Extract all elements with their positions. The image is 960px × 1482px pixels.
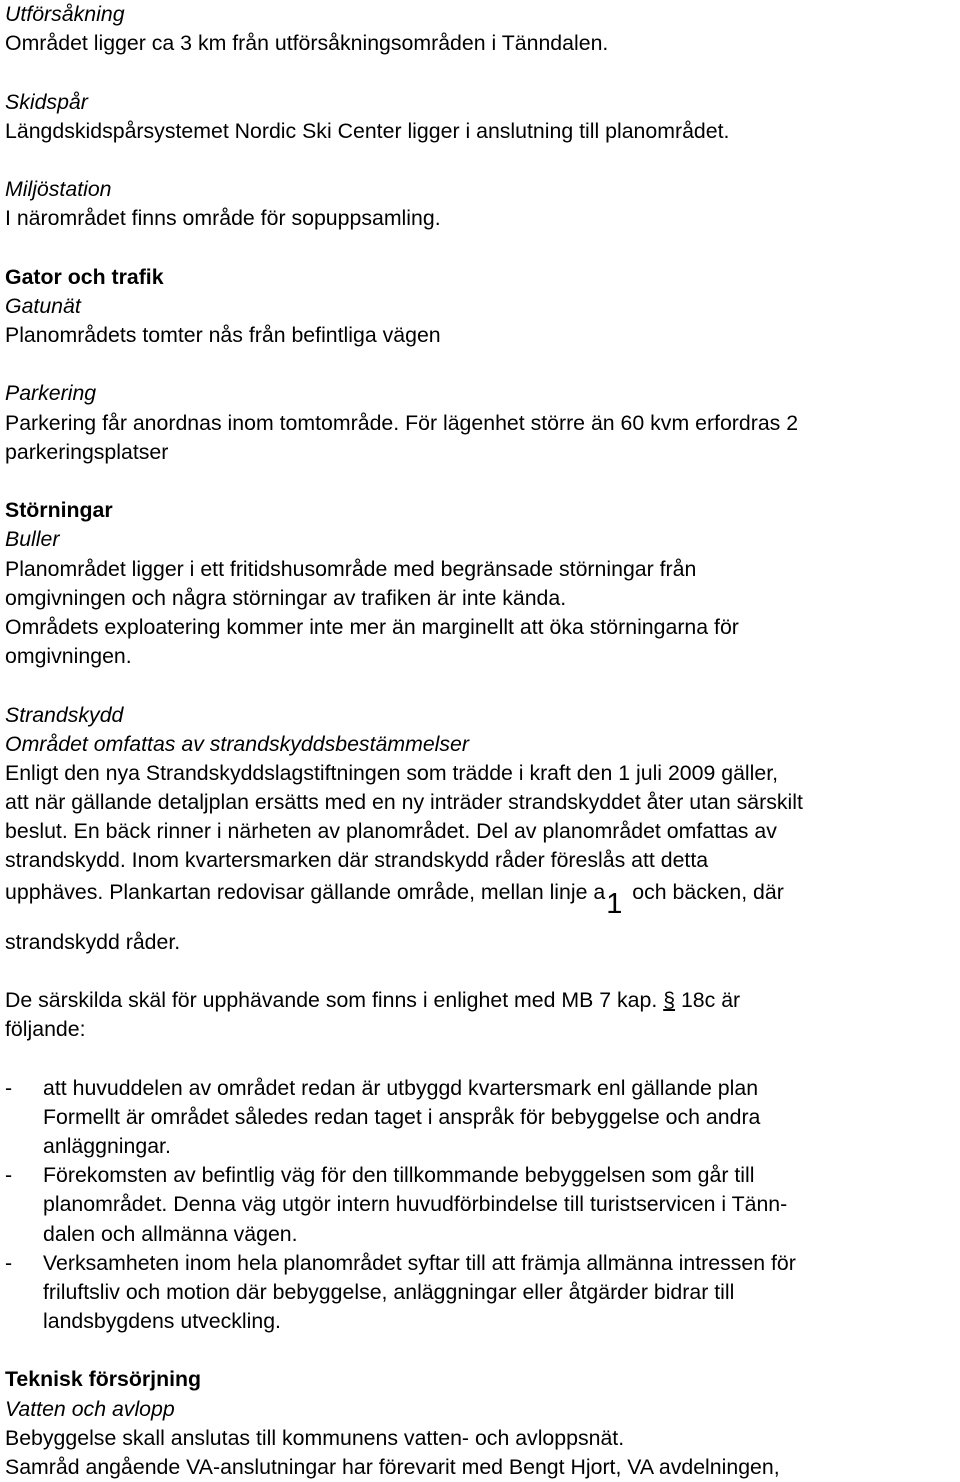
list-item-line: anläggningar. (43, 1133, 171, 1158)
paragraph-buller-line: Områdets exploatering kommer inte mer än marginellt att öka störningarna för (5, 614, 739, 639)
paragraph-strandskydd-line-5 (5, 876, 955, 928)
list-item-line: planområdet. Denna väg utgör intern huvudförbindelse till turistservicen i Tänn- (43, 1192, 788, 1217)
list-dash: - (5, 1075, 13, 1100)
text-fragment: 18c är (675, 988, 741, 1012)
list-dash: - (5, 1250, 13, 1275)
section-title-parkering: Parkering (5, 381, 97, 406)
section-title-vatten-och-avlopp: Vatten och avlopp (5, 1396, 175, 1421)
paragraph-utforsakning: Området ligger ca 3 km från utförsåkningsområden i Tänndalen. (5, 31, 609, 56)
section-title-gatunat: Gatunät (5, 293, 81, 318)
list-item-line: landsbygdens utveckling. (43, 1309, 281, 1334)
line-index-one: 1 (606, 887, 623, 920)
paragraph-parkering-line-1: Parkering får anordnas inom tomtområde. För lägenhet större än 60 kvm erfordras 2 (5, 410, 799, 435)
spacer (5, 1044, 955, 1073)
text-fragment: upphäves. Plankartan redovisar gällande område, mellan linje a (5, 879, 606, 904)
section-title-strandskydd: Strandskydd (5, 702, 124, 727)
paragraph-strandskydd-line: Enligt den nya Strandskyddslagstiftningen som trädde i kraft den 1 juli 2009 gäller, (5, 760, 779, 785)
list-item-line: dalen och allmänna vägen. (43, 1221, 298, 1246)
spacer (5, 957, 955, 986)
paragraph-buller-line: Planområdet ligger i ett fritidshusområde med begränsade störningar från (5, 556, 697, 581)
paragraph-skal-line-1 (5, 986, 955, 1015)
text-fragment: De särskilda skäl för upphävande som finns i enlighet med MB 7 kap. (5, 988, 664, 1012)
paragraph-strandskydd-line-6: strandskydd råder. (5, 929, 181, 954)
spacer (5, 146, 955, 175)
paragraph-vatten-line-1: Bebyggelse skall anslutas till kommunens vatten- och avloppsnät. (5, 1425, 625, 1450)
paragraph-strandskydd-line: beslut. En bäck rinner i närheten av planområdet. Del av planområdet omfattas av (5, 819, 777, 844)
spacer (5, 350, 955, 379)
paragraph-vatten-line-2: Samråd angående VA-anslutningar har förevarit med Bengt Hjort, VA avdelningen, (5, 1455, 780, 1479)
list-item-line: Förekomsten av befintlig väg för den tillkommande bebyggelsen som går till (43, 1163, 755, 1188)
section-subtitle-strandskydd: Området omfattas av strandskyddsbestämmelser (5, 731, 469, 756)
spacer (5, 234, 955, 263)
list-item-line: att huvuddelen av området redan är utbyggd kvartersmark enl gällande plan (43, 1075, 759, 1100)
spacer (5, 671, 955, 700)
list-item-line: Verksamheten inom hela planområdet syftar till att främja allmänna intressen för (43, 1250, 796, 1275)
paragraph-skidspar: Längdskidspårsystemet Nordic Ski Center ligger i anslutning till planområdet. (5, 118, 730, 143)
section-title-utforsakning: Utförsåkning (5, 2, 125, 26)
section-title-skidspar: Skidspår (5, 89, 88, 114)
paragraph-parkering-line-2: parkeringsplatser (5, 439, 169, 464)
list-item-line: friluftsliv och motion där bebyggelse, anläggningar eller åtgärder bidrar till (43, 1279, 735, 1304)
spacer (5, 467, 955, 496)
spacer (5, 1336, 955, 1365)
list-dash: - (5, 1163, 13, 1188)
paragraph-buller-line: omgivningen. (5, 644, 132, 669)
spacer (5, 58, 955, 87)
paragraph-buller-line: omgivningen och några störningar av trafiken är inte kända. (5, 585, 567, 610)
list-item (5, 1074, 955, 1162)
paragraph-strandskydd-line: att när gällande detaljplan ersätts med en ny inträder strandskyddet åter utan särskilt (5, 790, 803, 815)
heading-storningar: Störningar (5, 498, 113, 523)
heading-gator-och-trafik: Gator och trafik (5, 264, 164, 289)
list-item (5, 1249, 955, 1337)
text-fragment: och bäcken, där (626, 879, 784, 904)
paragraph-strandskydd-line: strandskydd. Inom kvartersmarken där strandskydd råder föreslås att detta (5, 848, 709, 873)
reason-list (5, 1074, 955, 1337)
section-title-miljostation: Miljöstation (5, 177, 112, 202)
paragraph-miljostation: I närområdet finns område för sopuppsamling. (5, 206, 441, 231)
section-title-buller: Buller (5, 527, 60, 552)
section-sign: § (663, 988, 676, 1012)
heading-teknisk-forsorjning: Teknisk försörjning (5, 1367, 202, 1392)
document-page (5, 0, 955, 1482)
paragraph-gatunat: Planområdets tomter nås från befintliga vägen (5, 323, 441, 348)
list-item (5, 1161, 955, 1249)
list-item-line: Formellt är området således redan taget i anspråk för bebyggelse och andra (43, 1104, 761, 1129)
paragraph-skal-line-2: följande: (5, 1017, 86, 1042)
